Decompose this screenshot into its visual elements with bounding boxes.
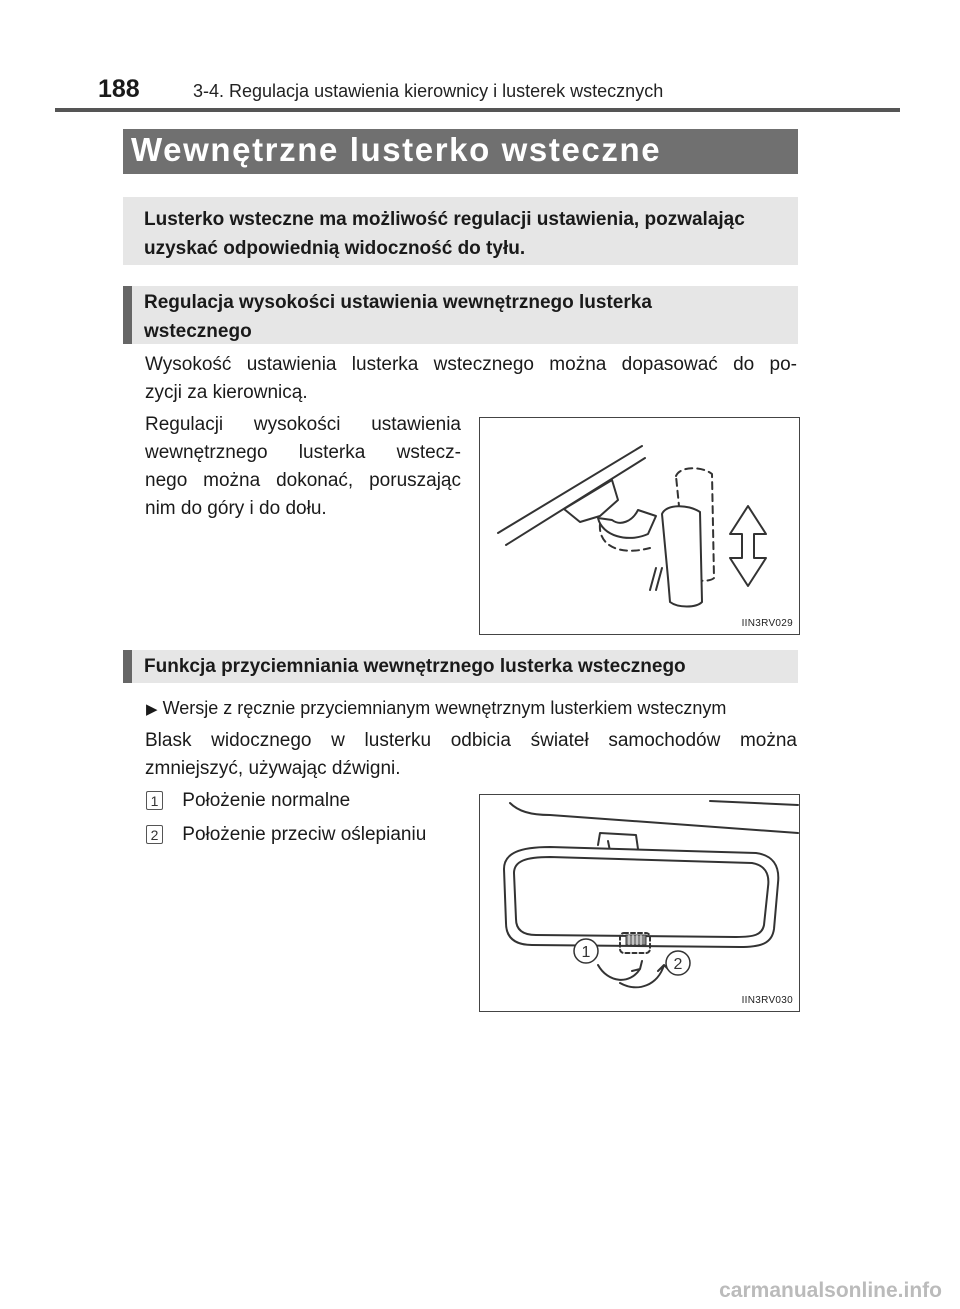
bullet-arrow-icon: ▶ — [146, 701, 158, 718]
page-title: Wewnętrzne lusterko wsteczne — [131, 131, 662, 168]
side-text-line-3: nego można dokonać, poruszając — [145, 470, 461, 491]
section2-paragraph-line-1: Blask widocznego w lusterku odbicia świateł samochodów można — [145, 730, 797, 751]
section2-paragraph-line-2: zmniejszyć, używając dźwigni. — [145, 758, 401, 779]
item-label: Położenie normalne — [182, 790, 351, 811]
side-text-line-1: Regulacji wysokości ustawienia — [145, 414, 461, 435]
list-item — [146, 787, 466, 815]
item-number-badge: 1 — [146, 791, 163, 810]
section1-heading-line-1: Regulacja wysokości ustawienia wewnętrznego lusterka — [144, 292, 652, 313]
item-number-badge: 2 — [146, 825, 163, 844]
watermark: carmanualsonline.info — [719, 1279, 942, 1302]
section-breadcrumb: 3-4. Regulacja ustawienia kierownicy i lusterek wstecznych — [193, 81, 664, 101]
dimming-lever-icon — [626, 935, 646, 945]
up-down-arrow-icon — [730, 506, 766, 586]
section1-heading — [144, 288, 784, 346]
section2-paragraph — [145, 727, 797, 783]
intro-line-2: uzyskać odpowiednią widoczność do tyłu. — [144, 238, 526, 259]
intro-text — [144, 205, 784, 263]
item-list — [146, 787, 466, 849]
header-divider — [55, 108, 900, 112]
list-item — [146, 821, 466, 849]
version-bullet — [146, 695, 726, 723]
mirror-height-figure — [479, 417, 800, 635]
section1-side-text — [145, 411, 461, 523]
callout-2-label: 2 — [673, 956, 683, 973]
intro-line-1: Lusterko wsteczne ma możliwość regulacji ustawienia, pozwalając — [144, 209, 745, 230]
dimming-mirror-illustration — [480, 795, 799, 1011]
section1-heading-marker — [123, 286, 132, 344]
callout-1-icon — [574, 939, 598, 963]
figure1-code: IIN3RV029 — [741, 618, 793, 629]
section2-heading: Funkcja przyciemniania wewnętrznego lusterka wstecznego — [144, 656, 686, 677]
dimming-lever-figure — [479, 794, 800, 1012]
callout-2-icon — [666, 951, 690, 975]
section1-paragraph-line-1: Wysokość ustawienia lusterka wstecznego można dopasować do po- — [145, 354, 797, 375]
callout-1-label: 1 — [581, 944, 591, 961]
page-number: 188 — [98, 75, 140, 103]
side-text-line-4: nim do góry i do dołu. — [145, 498, 327, 519]
section2-heading-marker — [123, 650, 132, 683]
figure2-code: IIN3RV030 — [741, 995, 793, 1006]
item-label: Położenie przeciw oślepianiu — [182, 824, 427, 845]
version-bullet-text: Wersje z ręcznie przyciemnianym wewnętrznym lusterkiem wstecznym — [162, 698, 727, 718]
section1-paragraph — [145, 351, 797, 407]
section1-heading-line-2: wstecznego — [144, 321, 252, 342]
side-text-line-2: wewnętrznego lusterka wstecz- — [145, 442, 461, 463]
section1-paragraph-line-2: zycji za kierownicą. — [145, 382, 308, 403]
mirror-height-illustration — [480, 418, 799, 634]
